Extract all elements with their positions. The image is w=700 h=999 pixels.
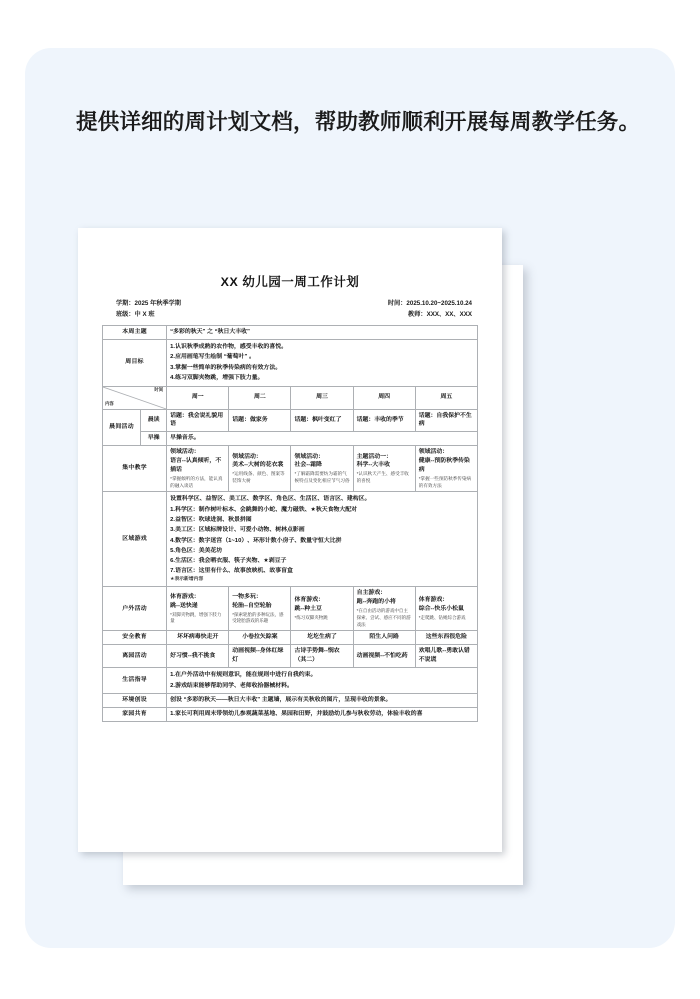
outdoor-name: 跳--种土豆 [294,606,322,613]
outdoor-note: *探索轮胎的多种玩法，感受轮胎游戏的乐趣 [232,611,284,624]
guidance-item: 1.在户外活动中有规则意识，能在规则中进行自我约束。 [170,672,317,679]
teaching-note: *掌握倾听的方法，能认真的融入谈话 [170,475,223,488]
outdoor-cell-thu [353,587,415,631]
safety-cell-tue: 小卷拉矢踪案 [229,631,291,645]
safety-cell-wed: 圪圪生病了 [291,631,353,645]
page-title: XX 幼儿园一周工作计划 [220,275,360,289]
safety-cell-mon: 坏坏病毒快走开 [167,631,229,645]
meta-row-2 [102,310,478,321]
homeschool-value: 1.家长可利用周末带领幼儿参观蔬菜基地、果园和田野，并鼓励幼儿参与秋收劳动，体验丰收的喜 [167,708,478,722]
outdoor-cell-fri [415,587,477,631]
leaving-cell-fri: 欢唱儿歌--勇敢认错不说谎 [415,645,477,668]
zone-item: 5.角色区：美美花坊 [170,547,223,554]
outdoor-kind: 一物多玩： [232,593,262,600]
table-row-homeschool [103,708,478,722]
outdoor-kind: 体育游戏： [170,593,200,600]
corner-header-time: 时间 [154,387,164,393]
table-row-zones [103,492,478,587]
safety-label: 安全教育 [103,631,167,645]
teaching-cell-tue [229,446,291,492]
goal-item: 3.掌握一些简单的秋季传染病的有效方法。 [170,364,282,371]
safety-cell-thu: 陌生人问路 [353,631,415,645]
outdoor-cell-wed [291,587,353,631]
table-row-day-header [103,386,478,409]
table-row-environment [103,694,478,708]
outdoor-kind: 自主游戏： [356,590,387,597]
zones-cell [167,492,478,587]
goal-item: 4.练习双脚夹物跳，增强下肢力量。 [170,375,264,382]
environment-label: 环境创设 [103,694,167,708]
term-label: 学期：2025 年秋季学期 [116,300,181,307]
class-label: 班级：中 X 班 [116,310,155,318]
homeschool-label: 家园共育 [103,708,167,722]
table-row-theme [103,325,478,339]
outdoor-note: *双脚夹物跳，增强下肢力量 [170,611,222,624]
outdoor-kind: 体育游戏： [294,597,324,604]
zones-label: 区域游戏 [103,492,167,587]
intro-text: 提供详细的周计划文档，帮助教师顺利开展每周教学任务。 [76,110,641,134]
teaching-cell-mon [167,446,229,492]
leaving-cell-thu: 动画视频--不怕吃药 [353,645,415,668]
day-header-thu: 周四 [353,386,415,409]
zone-item: 7.语言区：这里有什么、故事放映机、故事盲盒 [170,568,293,575]
teaching-kind: 领域活动： [232,453,262,460]
outdoor-kind: 体育游戏： [418,597,449,604]
teaching-cell-fri [415,446,477,492]
morning-reading-wed: 话题：枫叶变红了 [291,409,353,432]
outdoor-name: 跳--送快递 [170,602,198,609]
goal-item: 1.认识秋季成熟的农作物，感受丰收的喜悦。 [170,343,287,350]
outdoor-note: *走爬跳、钻绳综合游戏 [418,614,466,620]
teaching-name: 语言--认真倾听，不插话 [170,457,222,473]
morning-reading-fri: 话题：自我保护不生病 [415,409,477,432]
corner-header-content: 内容 [105,401,114,407]
day-header-tue: 周二 [229,386,291,409]
morning-reading-thu: 话题：丰收的季节 [353,409,415,432]
teaching-kind: 领域活动： [294,453,324,460]
zone-item: 4.数学区：数字迷宫（1~10）、环形计数小房子、数量守恒大比拼 [170,537,342,544]
teaching-kind: 领域活动： [418,449,449,456]
guidance-cell [167,668,478,694]
outdoor-cell-mon [167,587,229,631]
teaching-kind: 主题活动一： [356,453,392,460]
meta-row-1 [102,299,478,310]
zone-item: 6.生活区：我会晒衣服、筷子夹物、★剥豆子 [170,557,287,564]
goal-item: 2.应用画笔写生绘制 “葡萄叶” 。 [170,354,255,361]
teaching-name: 美术--大树的花衣裳 [232,462,284,469]
weekly-plan-table [102,325,478,722]
leaving-cell-wed: 古诗手势舞--悯农（其二） [291,645,353,668]
zones-footnote: ★表示新增内容 [170,577,204,583]
teaching-name: 科学--大丰收 [356,462,390,469]
teaching-note: *掌握一些预防秋季传染病的有效方法 [418,475,472,488]
date-label: 时间：2025.10.20~2025.10.24 [387,300,472,307]
safety-cell-fri: 这些东西很危险 [415,631,477,645]
teaching-note: *了解霜降需要纺为霜的气候特点及变化相应节气习俗 [294,471,350,484]
day-header-wed: 周三 [291,386,353,409]
morning-exercise-value: 早操音乐。 [167,432,478,446]
teaching-cell-wed [291,446,353,492]
document-sheet[interactable] [78,228,502,852]
outdoor-name: 综合--快乐小松鼠 [418,606,464,613]
outdoor-note: *在自由活动的游戏中自主探索、尝试、感应不同的游戏法 [356,608,411,627]
teaching-kind: 领域活动： [170,449,200,456]
table-row-teaching [103,446,478,492]
table-row-leaving [103,645,478,668]
table-row-safety [103,631,478,645]
day-header-fri: 周五 [415,386,477,409]
weekly-plan-document [78,228,502,852]
teaching-name: 社会--霜降 [294,462,322,469]
teaching-name: 健康--预防秋季传染病 [418,457,470,473]
morning-reading-tue: 话题：做家务 [229,409,291,432]
zone-item: 1.科学区：制作树叶标本、会跳舞的小蛇、魔力磁铁、★秋天食物大配对 [170,507,358,514]
table-row-morning-exercise [103,432,478,446]
leaving-cell-tue: 动画视频--身体红绿灯 [229,645,291,668]
outdoor-cell-tue [229,587,291,631]
intro-paragraph [58,106,648,139]
morning-reading-label: 晨读 [141,409,167,432]
goals-label: 周目标 [103,339,167,386]
zone-item: 3.美工区：区域标牌设计、可爱小动物、树林点影画 [170,527,305,534]
table-row-guidance [103,668,478,694]
zones-intro: 设置科学区、益智区、美工区、数学区、角色区、生活区、语言区、建构区。 [170,496,371,503]
outdoor-note: *练习双脚夹物跳 [294,614,328,620]
table-row-outdoor [103,587,478,631]
zone-item: 2.益智区：吹球进洞、秋景拼图 [170,517,252,524]
outdoor-label: 户外活动 [103,587,167,631]
teaching-cell-thu [353,446,415,492]
guidance-item: 2.游戏结束能够帮助同学、老师收拾器械材料。 [170,682,293,689]
teaching-note: *认识秋天产生、感受丰收的喜悦 [356,471,409,484]
teacher-label: 教师：XXX、XX、XXX [408,310,472,318]
morning-reading-mon: 话题：我会说礼貌用语 [167,409,229,432]
leaving-cell-mon: 好习惯--我不挑食 [167,645,229,668]
table-row-morning-reading [103,409,478,432]
goals-cell [167,339,478,386]
theme-label: 本周主题 [103,325,167,339]
theme-value: “多彩的秋天” 之 “秋日大丰收” [167,325,478,339]
teaching-label: 集中教学 [103,446,167,492]
day-header-mon: 周一 [167,386,229,409]
corner-header-cell [103,386,167,409]
morning-label: 晨间活动 [103,409,141,446]
leaving-label: 离园活动 [103,645,167,668]
outdoor-name: 跑--奔跑的小将 [356,599,396,606]
teaching-note: *运用线条、颜色、图案等装饰大树 [232,471,285,484]
outdoor-name: 轮胎--自空轮胎 [232,602,272,609]
morning-exercise-label: 早操 [141,432,167,446]
environment-value: 创设 “多彩的秋天——秋日大丰收” 主题墙，展示有关秋收的图片，呈现丰收的景象。 [167,694,478,708]
table-row-goals [103,339,478,386]
guidance-label: 生活指导 [103,668,167,694]
